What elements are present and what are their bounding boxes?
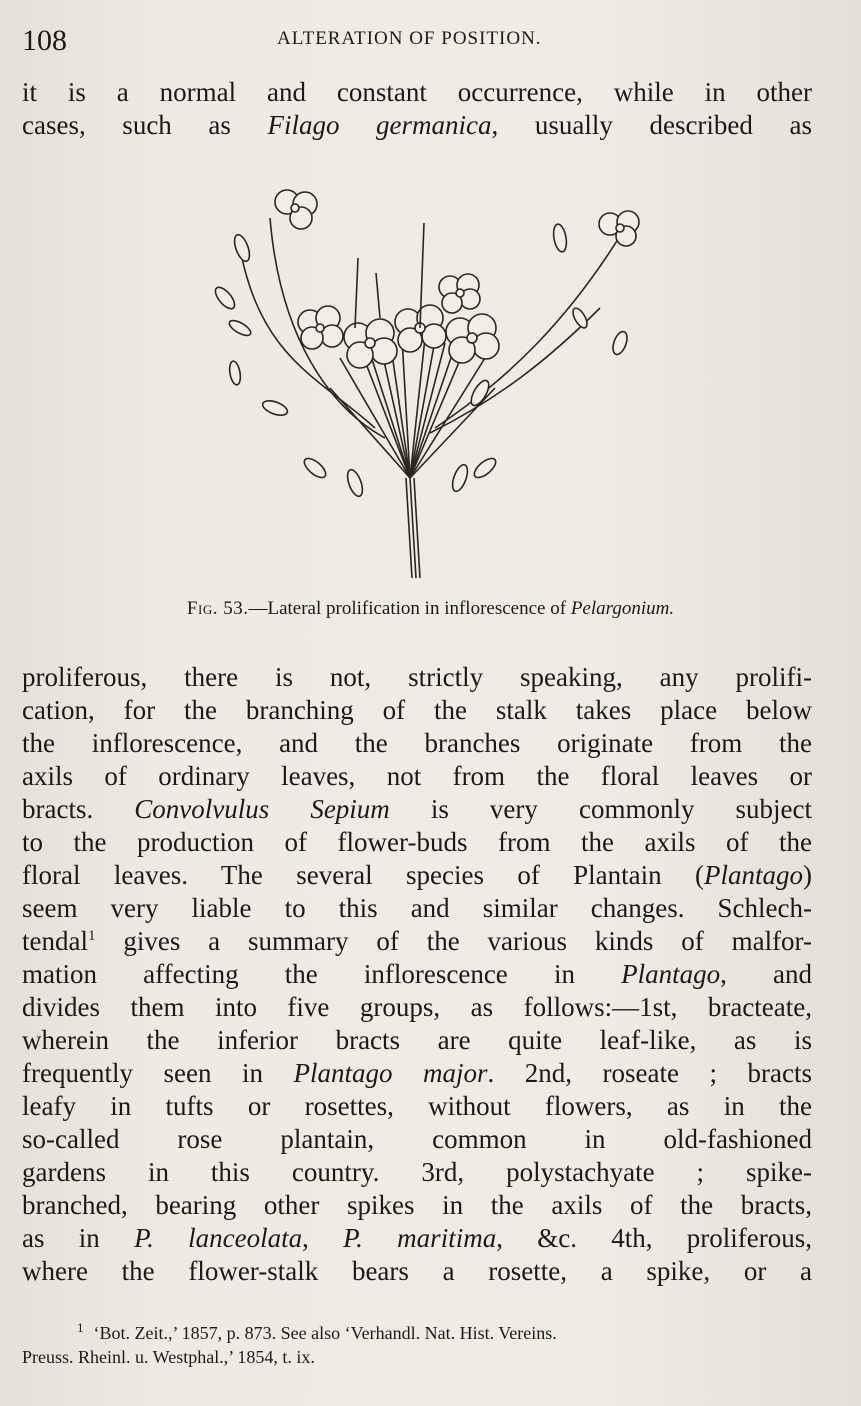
text-line: it is a normal and constant occurrence, while in other — [22, 77, 812, 107]
footnote-ref: 1 — [87, 928, 96, 944]
text-line: wherein the inferior bracts are quite leaf-like, as is — [22, 1025, 812, 1055]
text-line: the inflorescence, and the branches originate from the — [22, 728, 812, 758]
footnote-line: $^1$ ‘Bot. Zeit.,’ 1857, p. 873. See also ‘Verhandl. Nat. Hist. Vereins. — [77, 1320, 557, 1343]
text-line: to the production of flower-buds from the axils of the — [22, 827, 812, 857]
text-line: gardens in this country. 3rd, polystachyate ; spike- — [22, 1157, 812, 1187]
top-paragraph — [22, 76, 812, 142]
text-line: floral leaves. The several species of Plantain (Plantago) — [22, 860, 812, 890]
footnote-mark: 1 — [77, 1320, 84, 1335]
page-number: 108 — [22, 24, 67, 57]
text-line: tendal$^1$ gives a summary of the various kinds of malfor- — [22, 926, 812, 956]
text-line: proliferous, there is not, strictly speaking, any prolifi- — [22, 662, 812, 692]
main-stalk — [406, 478, 420, 578]
text-line: leafy in tufts or rosettes, without flowers, as in the — [22, 1091, 812, 1121]
figure-caption: Fig. 53.—Lateral prolification in inflorescence of Pelargonium. — [186, 598, 675, 619]
text-line: as in P. lanceolata, P. maritima, &c. 4th, proliferous, — [22, 1223, 813, 1253]
flower-buds — [212, 223, 630, 498]
text-line: branched, bearing other spikes in the axils of the bracts, — [22, 1190, 812, 1220]
text-line: seem very liable to this and similar changes. Schlech- — [22, 893, 812, 923]
text-line: frequently seen in Plantago major. 2nd, roseate ; bracts — [22, 1058, 812, 1088]
text-line: where the flower-stalk bears a rosette, a spike, or a — [22, 1256, 812, 1286]
text-line: cases, such as Filago germanica, usually described as — [22, 110, 812, 140]
text-line: bracts. Convolvulus Sepium is very commonly subject — [22, 794, 812, 824]
text-line: axils of ordinary leaves, not from the floral leaves or — [22, 761, 812, 791]
text-line: cation, for the branching of the stalk takes place below — [22, 695, 812, 725]
text-line: so-called rose plantain, common in old-fashioned — [22, 1124, 812, 1154]
text-line: divides them into five groups, as follows:—1st, bracteate, — [22, 992, 812, 1022]
pelargonium-illustration — [180, 178, 660, 588]
text-line: mation affecting the inflorescence in Plantago, and — [22, 959, 812, 989]
page-header — [22, 24, 842, 64]
running-head: ALTERATION OF POSITION. — [277, 28, 542, 49]
flower-cluster — [275, 190, 639, 368]
footnote — [22, 1316, 812, 1369]
main-paragraph — [22, 661, 812, 1288]
footnote-line: Preuss. Rheinl. u. Westphal.,’ 1854, t. ix. — [22, 1347, 315, 1367]
